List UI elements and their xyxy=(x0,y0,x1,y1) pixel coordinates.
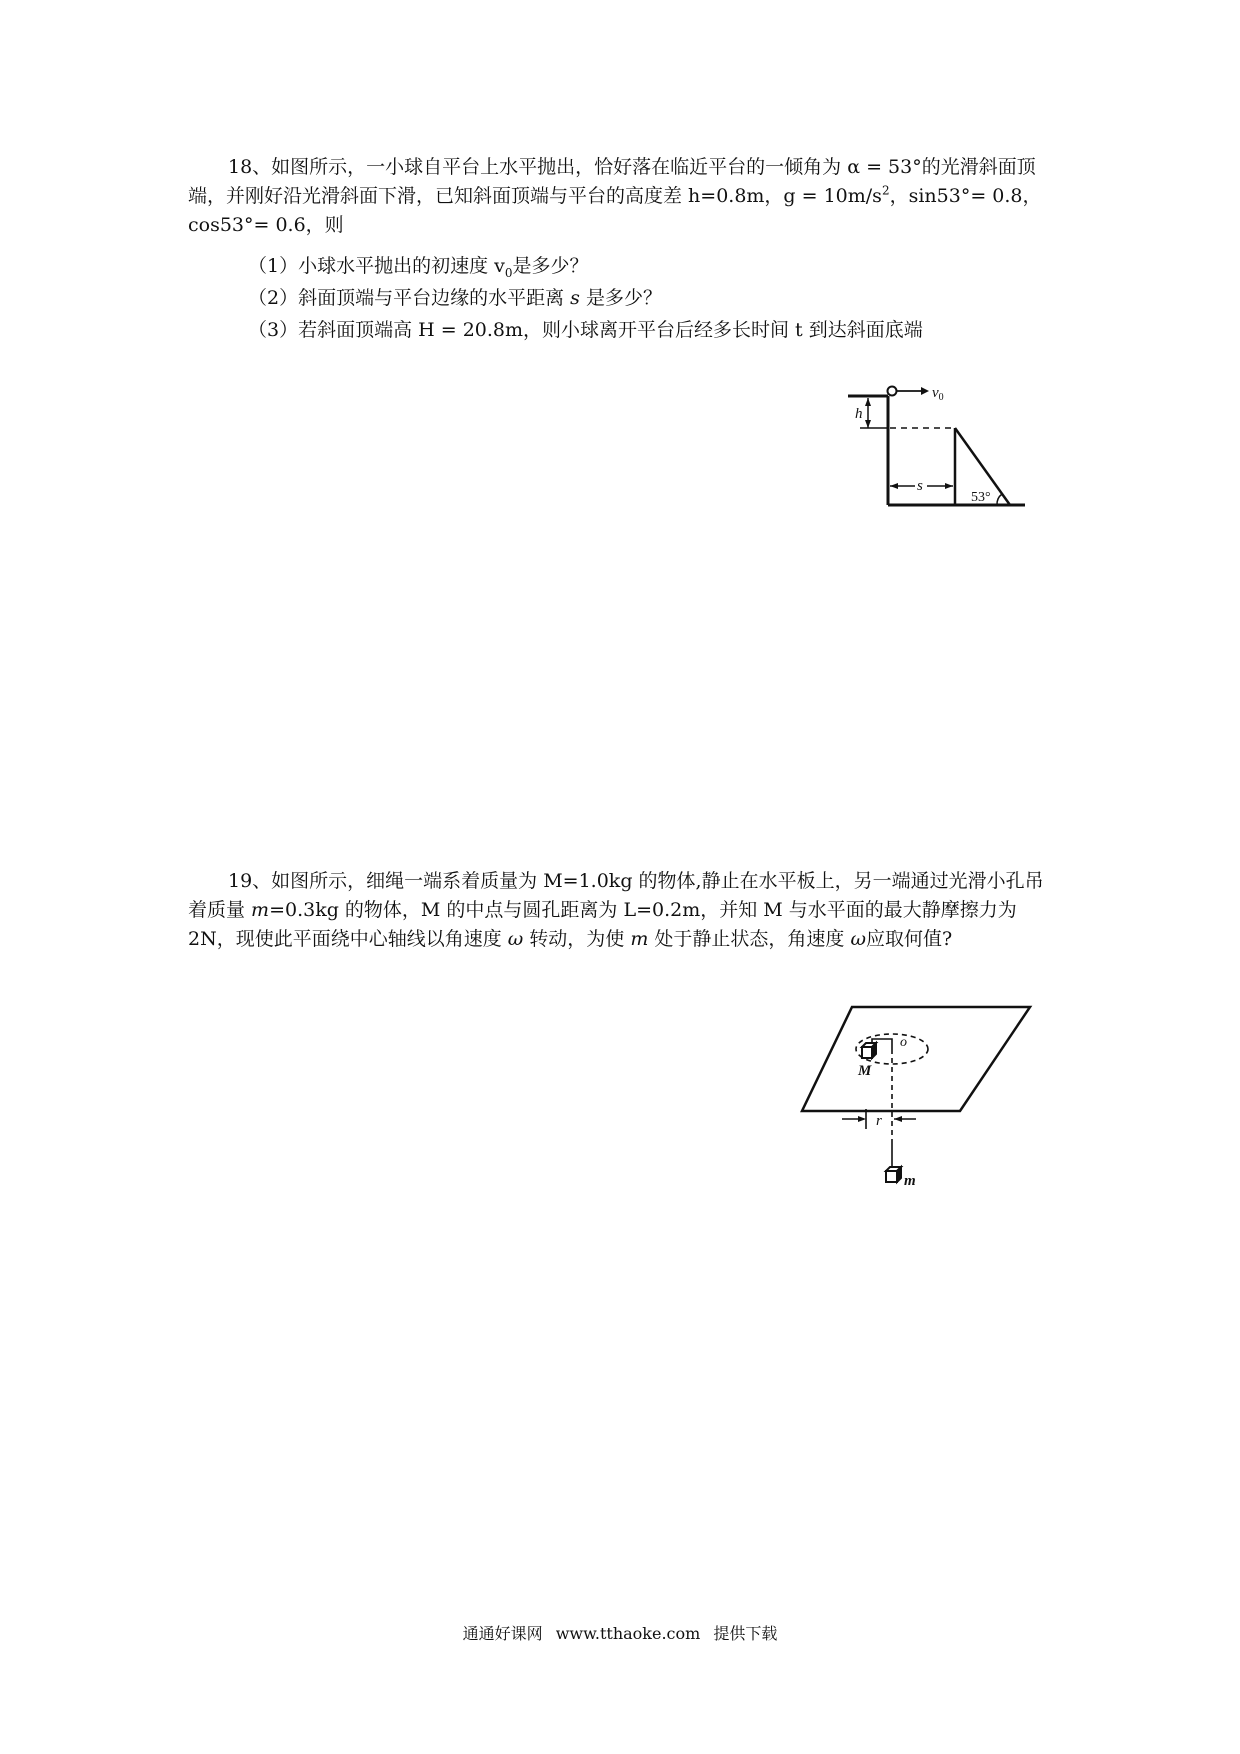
q18-part-3: （3）若斜面顶端高 H = 20.8m，则小球离开平台后经多长时间 t 到达斜面底端 xyxy=(248,319,923,341)
q19-m-var: m xyxy=(251,899,270,921)
q19-text-2: =0.3kg 的物体，M 的中点与圆孔距离为 L=0.2m，并知 M 与水平面的最大静摩擦力为 2N，现使此平面绕中心轴线以角速度 xyxy=(188,899,1017,950)
q18-part-2-text: （2）斜面顶端与平台边缘的水平距离 xyxy=(248,287,571,309)
q19-text-4: 处于静止状态，角速度 xyxy=(648,928,851,950)
r-label: r xyxy=(876,1113,882,1129)
rotating-plate xyxy=(802,1007,1030,1111)
q19-omega-1: ω xyxy=(507,928,524,950)
footer-url[interactable]: www.tthaoke.com xyxy=(555,1624,701,1643)
footer-site: 通通好课网 xyxy=(462,1624,543,1643)
q19-text-3: 转动，为使 xyxy=(523,928,631,950)
question-18-text xyxy=(188,153,1060,240)
h-label: h xyxy=(855,406,863,422)
q18-intro-sup: 2 xyxy=(881,183,890,198)
q18-part-2-text-b: 是多少？ xyxy=(579,287,662,309)
q19-text-1: 19、如图所示，细绳一端系着质量为 M=1.0kg 的物体,静止在水平板上，另一端通过光滑小孔吊着质量 xyxy=(188,870,1044,921)
angle-label: 53° xyxy=(971,490,991,505)
footer-tail: 提供下载 xyxy=(713,1624,778,1643)
q18-part-1-sub: 0 xyxy=(504,265,513,280)
q18-intro-b: ，sin53°= 0.8，cos53°= 0.6，则 xyxy=(188,185,1042,236)
q19-m-var-2: m xyxy=(630,928,649,950)
ball xyxy=(888,387,897,396)
q18-part-1-text: （1）小球水平抛出的初速度 v xyxy=(248,255,505,277)
q18-figure xyxy=(840,380,1040,515)
q18-part-2 xyxy=(248,284,662,313)
page-footer xyxy=(0,1621,1240,1644)
q18-part-1-text-b: 是多少？ xyxy=(512,255,589,277)
q19-figure xyxy=(800,1005,1040,1205)
M-label: M xyxy=(858,1063,872,1079)
q18-intro-a: 18、如图所示，一小球自平台上水平抛出，恰好落在临近平台的一倾角为 α = 53°的光滑斜面顶端，并刚好沿光滑斜面下滑，已知斜面顶端与平台的高度差 h=0.8m，g = 10m/s xyxy=(188,156,1036,207)
velocity-arrowhead xyxy=(921,387,929,395)
q19-omega-2: ω xyxy=(850,928,866,950)
m-label: m xyxy=(904,1173,916,1189)
o-label: o xyxy=(900,1035,907,1050)
block-m xyxy=(886,1167,901,1182)
block-M xyxy=(862,1043,876,1058)
q19-text-5: 应取何值? xyxy=(865,928,953,950)
v0-label: $v_0$ xyxy=(932,385,944,403)
q18-part-1 xyxy=(248,252,589,281)
q18-part-2-var: s xyxy=(570,287,580,309)
s-label: s xyxy=(917,478,923,494)
question-19-text xyxy=(188,867,1060,954)
angle-arc xyxy=(997,494,1002,505)
